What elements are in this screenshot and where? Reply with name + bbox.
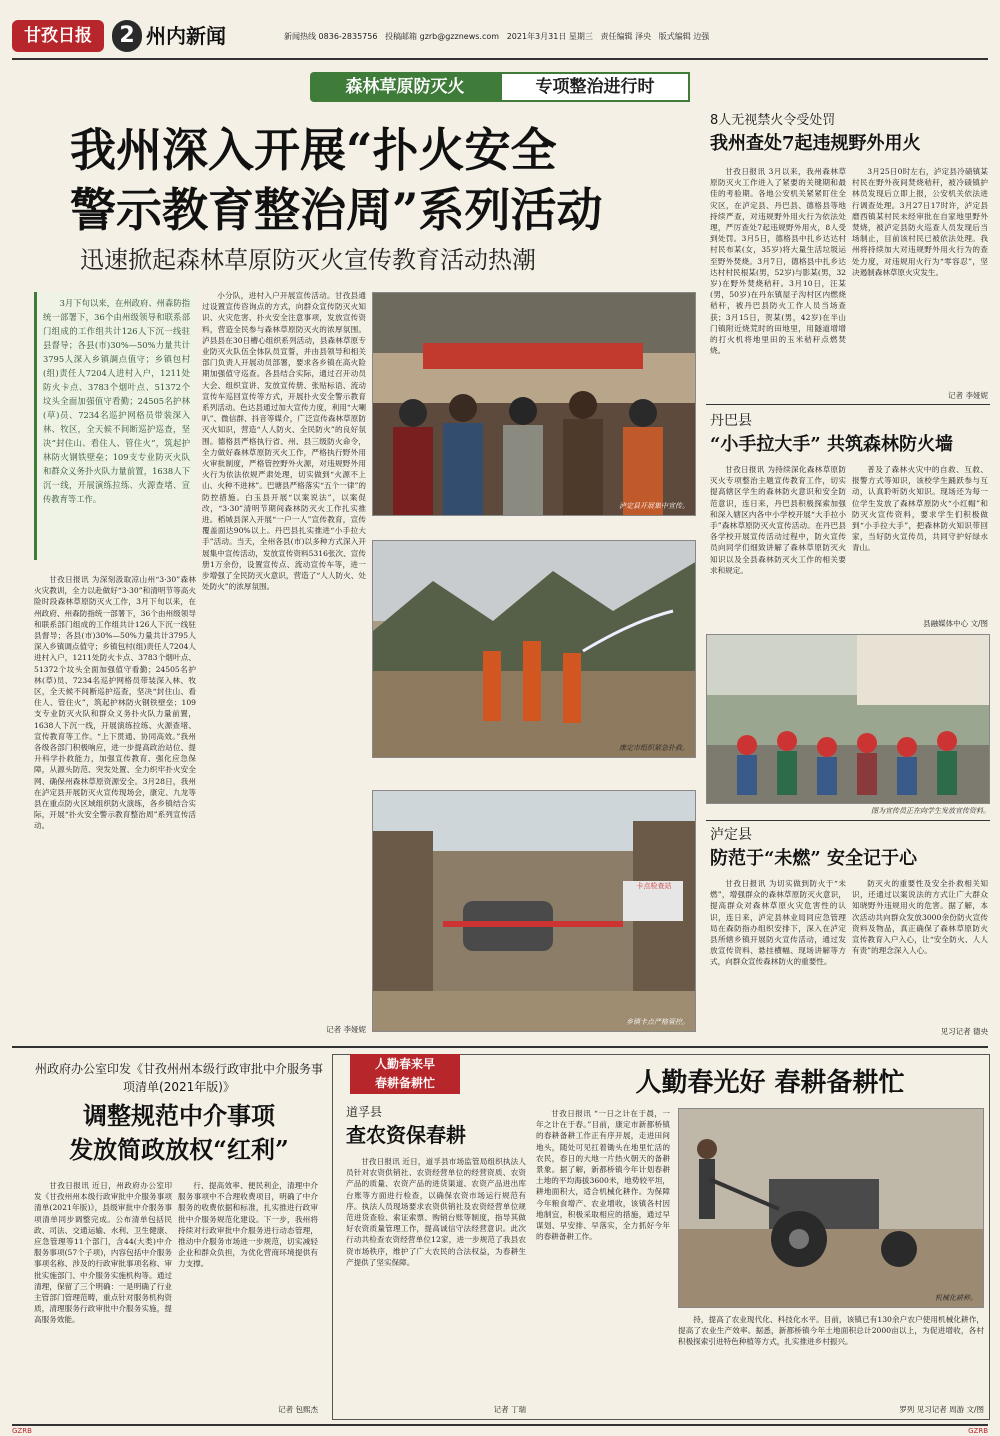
photo-tractor-caption: 机械化耕种。 (935, 1294, 977, 1302)
right2-title: “小手拉大手” 共筑森林防火墙 (710, 434, 953, 455)
footer-rule (12, 1424, 988, 1426)
lead-body-col2: 小分队，进村入户开展宣传活动。甘孜县通过设置宣传咨询点的方式，向群众宣传防灭火知识、火灾危害、扑火安全注意事项，发放宣传资料，营造全民参与森林草原防灭火的浓厚氛围。泸县县在30日槽心组织系列活动，县森林草原专业防灭火队伍全体队员宣誓，并由县领导和相关部门负责人开展动员部署，要求各乡镇在高火险期加强值守巡查。各县结合实际，通过召开动员大会、组织宣讲、发放宣传册、张贴标语、流动宣传车巡回宣传等方式，开展扑火安全警示教育系列活动。色达县通过加大宣传力度，利用“大喇叭”、微信群、抖音等媒介，广泛宣传森林草原防灭火知识，营造“人人防火、全民防火”的良好氛围。德格县严格执行省、州、县三级防火命令，全力做好森林草原防灭火工作，严格执行野外用火审批制度，严格管控野外火源，对违规野外用火行为依法依规严肃处理，切实做到“火源不上山、火种不进林”。巴塘县严格落实“五个一律”的防控措施。白玉县开展“以案说法”，以案促改，“3·30”清明节期间森林防灭火工作扎实推进。稻城县深入开展“一户一人”宣传教育，宣传覆盖面达90%以上。丹巴县扎实推进“小手拉大手”活动。当天，全州各县(市)以多种方式深入开展集中宣传活动，发放宣传资料5316张次、宣传册1万余份，设置宣传点、流动宣传车等，进一步增强了全民防灭火意识，营造了“人人防火、处处防火”的浓厚氛围。 (202, 291, 366, 592)
right3-byline: 见习记者 德央 (940, 1027, 988, 1036)
section-title: 州内新闻 (146, 24, 226, 48)
right1-rule (706, 404, 990, 405)
photo-kangding-firefight (372, 540, 696, 758)
right3-title: 防范于“未燃” 安全记于心 (710, 848, 917, 869)
banner-white: 专项整治进行时 (500, 72, 690, 102)
email-label: 投稿邮箱 (385, 32, 418, 41)
photo-luding-crowd (372, 292, 696, 516)
spring-main-byline: 罗列 见习记者 周游 文/图 (899, 1405, 984, 1414)
right2-byline: 县融媒体中心 文/图 (923, 619, 988, 628)
editor-name: 泽央 (635, 32, 652, 41)
right1-col2: 3月25日0时左右，泸定县冷碛镇某村民在野外夜间焚烧秸秆，被冷碛镇护林员发现后立即上报，公安机关依法进行调查处理。3月27日17时许，泸定县磨西镇某村民未经审批在自家地里野外焚烧，被泸定县防火巡查人员发现后当场制止，目前该村民已被依法处理。我州将持续加大对违规野外用火行为的查处力度，对违规用火行为“零容忍”，坚决遏制森林草原火灾发生。 (852, 167, 988, 277)
right1-byline: 记者 李娅妮 (948, 391, 988, 400)
spring-sub-kicker: 道孚县 (346, 1105, 383, 1119)
lead-title-line2: 警示教育整治周”系列活动 (70, 183, 603, 237)
issue-date: 2021年3月31日 (506, 32, 567, 41)
spring-tag-line1: 人勤春来早 (374, 1057, 435, 1071)
photo-luding-crowd-graphic (373, 293, 696, 516)
lead-summary: 3月下旬以来，在州政府、州森防指统一部署下，36个由州级领导和联系部门组成的工作组共计126人下沉一线驻县督导；各县(市)30%—50%力量共计3795人深入乡镇調点值守；乡镇包村(组)责任人7204人进村入户，1211处防火卡点、3783个烟叶点、51372个坟头全面加强值守看勤；24505名护林(草)员、7234名巡护网格员带装深入林、牧区，全天候不间断巡护巡查，坚决“封住山、看住人、管住火”，筑起护林防火钢铁壁垒；109支专业防灭火队和群众义务扑火队力量前置，1638人下沉一线，开展演练拉练、火源查堵、宣传教育等工作。 (43, 298, 190, 504)
page-number: 2 (112, 20, 142, 52)
issue-weekday: 星期三 (568, 32, 593, 41)
bottom-left-title2: 发放简政放权“红利” (69, 1135, 289, 1164)
banner-green: 森林草原防灭火 (310, 72, 500, 102)
right1-kicker: 8人无视禁火令受处罚 (710, 113, 836, 128)
lead-byline: 记者 李娅妮 (326, 1025, 366, 1034)
photo-danba-graphic (707, 635, 990, 804)
footer-code-right: GZRB (968, 1427, 988, 1435)
right3-col2: 防灭火的重要性及安全扑救相关知识，还通过以案说法的方式让广大群众知晓野外违规用火的危害。据了解，本次活动共向群众发放3000余份防火宣传资料及物品，真正确保了森林草原防火宣传教育入户入心，让“安全防火、人人有责”的理念深入人心。 (852, 879, 988, 956)
topic-banner (310, 72, 690, 102)
spring-title: 人勤春光好 春耕备耕忙 (635, 1068, 905, 1098)
photo-kangding-caption: 康定市组织紧急扑救。 (619, 744, 689, 752)
bottom-left-col2: 行、提高效率、便民利企，清理中介服务事项中不合理收费项目，明确了中介服务的收费依据和标准，扎实推进行政审批中介服务规范化建设。下一步，我州将持续对行政审批中介服务进行动态管理，推动中介服务市场进一步规范，切实减轻企业和群众负担，为优化营商环境提供有力支撑。 (178, 1181, 318, 1269)
right1-col1: 甘孜日报讯 3月以来，我州森林草原防灭火工作进入了紧要的关键期和最佳的考验期。各地公安机关紧紧盯住全灾区，在泸定县、丹巴县、德格县等地持续严查，对违规野外用火行为依法处理，严厉查处7起违规野外用火，8人受到处罚。3月5日，德格县中扎乡达达村村民布某(女，35岁)将大量生活垃圾运至野外焚烧。3月7日，德格县中扎乡达达村村民根某(男，52岁)与影某(男，32岁)在野外焚烧秸秆。3月10日，汪某(男，50岁)在丹东镇屋子沟村区内燃烧秸秆，被丹巴县防火工作人员当场查获；3月15日，贺某(男，42岁)在半山门镇附近烧荒时的田地里，用隧道增增的打火机将地里田的玉米秸秆点燃焚烧。 (710, 167, 846, 356)
right2-col2: 普及了森林火灾中的自救、互救、报警方式等知识，该校学生踊跃参与互动，认真聆听防火知识。现场还为每一位学生发放了森林草原防火“小红帽”和防灭火宣传资料，要求学生们积极做到“小手拉大手”，把森林防火知识带回家，当好防火宣传员，共同守护好绿水青山。 (852, 465, 988, 553)
photo-tractor (678, 1108, 984, 1308)
masthead-info (284, 30, 984, 44)
right2-rule (706, 820, 990, 821)
photo-danba-students (706, 634, 990, 804)
right3-col1: 甘孜日报讯 为切实做到防火于“未燃”，增强群众的森林草原防灭火意识，提高群众对森林草原火灾危害性的认识，连日来，泸定县林业局同应急管理局在森防指办组织安排下，深入在泸定县所辖乡镇开展防火宣传活动，通过发放宣传资料、悬挂横幅、现场讲解等方式，向群众宣传森林防火的重要性。 (710, 879, 846, 967)
right1-title: 我州查处7起违规野外用火 (710, 133, 921, 154)
photo-tractor-graphic (679, 1109, 984, 1308)
masthead (12, 20, 988, 54)
lead-summary-box (34, 292, 196, 560)
paper-logo: 甘孜日报 (12, 20, 104, 52)
spring-tag-line2: 春耕备耕忙 (374, 1076, 435, 1090)
bottom-left-title1: 调整规范中介事项 (83, 1101, 275, 1130)
lead-title-line1: 我州深入开展“扑火安全 (70, 123, 557, 177)
layout-editor-label: 版式编辑 (658, 32, 691, 41)
spring-main-col2: 持，提高了农业现代化、科技化水平。目前，该镇已有130余户农户使用机械化耕作，提高了农业生产效率。据悉，新都桥镇今年土地面积总计2000亩以上，为促进增收，各村积极探索引进特色种植等方式，扎实推进乡村振兴。 (678, 1315, 984, 1347)
right3-kicker: 泸定县 (710, 827, 752, 843)
email-value: gzrb@gzznews.com (419, 32, 500, 41)
spring-sub-col: 甘孜日报讯 近日，道孚县市场监管局组织执法人员针对农资供销社、农资经营单位的经营资质、农资产品的质量、农资产品的进货渠道、农资产品进出库台账等方面进行检查，以确保农资市场运行规范有序。执法人员现场要求农资供销社及农资经营单位规范进货查验、索证索票、购销台账等制度，指导其做好农资质量管理工作，提高诚信守法经营意识。此次行动共检查农资经营单位12家，进一步规范了我县农资市场秩序，维护了广大农民的合法权益，为春耕生产提供了坚实保障。 (346, 1157, 526, 1267)
photo-danba-caption: 图为宣传员正在向学生发放宣传资料。 (871, 807, 990, 815)
photo-checkpoint-caption: 乡镇卡点严格管控。 (626, 1018, 689, 1026)
spring-tag (350, 1054, 460, 1094)
checkpoint-sign: 卡点检查站 (636, 882, 672, 890)
photo-checkpoint (372, 790, 696, 1032)
hotline-value: 0836-2835756 (318, 32, 378, 41)
photo-kangding-graphic (373, 541, 696, 758)
bottom-left-byline: 记者 包熙杰 (278, 1405, 318, 1414)
bottom-left-col1: 甘孜日报讯 近日，州政府办公室印发《甘孜州州本级行政审批中介服务事项清单(2021年版)》，县级审批中介服务事项清单同步调整完成。公布清单包括民政、司法、交通运输、水利、卫生健康、应急管理等11个部门，含44(大类)中介服务事项(57个子项)，内容包括中介服务事项名称、涉及的行政审批事项名称、审批实施部门、中介服务实施机构等。通过清理，保留了三个明确：一是明确了行业主管部门管理范畴，重点针对服务机构资质，清理服务行政审批中介服务实施，提高服务效能。 (34, 1181, 172, 1325)
hotline-label: 新闻热线 (284, 32, 316, 41)
right2-col1: 甘孜日报讯 为持续深化森林草原防灭火专项整治主题宣传教育工作，切实提高辖区学生的森林防火意识和安全防范意识，连日来，丹巴县积极探索加强和深入辖区内各中小学校开展“大手拉小手”森林草原防灭火宣传活动。在丹巴县各学校开展宣传活动过程中，防火宣传员向同学们细致讲解了森林草原防灭火知识以及全县森林防灭火工作的相关要求和规定。 (710, 465, 846, 575)
layout-editor-name: 边强 (693, 32, 710, 41)
masthead-rule (12, 58, 988, 60)
editor-label: 责任编辑 (600, 32, 633, 41)
photo-checkpoint-graphic (373, 791, 696, 1032)
lead-subtitle: 迅速掀起森林草原防灭火宣传教育活动热潮 (80, 246, 536, 274)
footer-code-left: GZRB (12, 1427, 32, 1435)
spring-sub-byline: 记者 丁瑞 (493, 1405, 526, 1414)
lead-body-col1: 甘孜日报讯 为深刻汲取凉山州“3·30”森林火灾教训，全力以赴做好“3·30”和清明节等高火险时段森林草原防灭火工作，3月下旬以来，在州政府、州森防指统一部署下，36个由州级领导和联系部门组成的工作组共计126人下沉一线驻县督导；各县(市)30%—50%力量共计3795人深入乡镇调点值守；乡镇包村(组)责任人7204人进村入户，1211处防火卡点、3783个烟叶点、51372个坟头全面加强值守看勤；24505名护林(草)员、7234名巡护网格员带装深入林、牧区，全天候不间断巡护巡查，坚决“封住山、看住人、管住火”，筑起护林防火钢铁壁垒；109支专业防灭火队和群众义务扑火队力量前置，1638人下沉一线，开展演练拉练、火源查堵、宣传教育等工作。“上下贯通、协同高效。”我州各级各部门积极响应，进一步提高政治站位、提升科学扑救能力，加强宣传教育、强化应急保障，从源头防范、突发处置、全力织牢扑火安全网、确保州森林草原资源安全。3月28日，我州在泸定县开展防灭火宣传现场会，康定、九龙等县在重点防火区域组织防火演练，各乡镇结合实际，开展“扑火安全警示教育整治周”系列宣传活动。 (34, 575, 196, 831)
spring-sub-title: 查农资保春耕 (346, 1123, 466, 1147)
right2-kicker: 丹巴县 (710, 413, 752, 429)
photo-luding-caption: 泸定县开展集中宣传。 (619, 502, 689, 510)
bottom-left-kicker: 州政府办公室印发《甘孜州州本级行政审批中介服务事项清单(2021年版)》 (34, 1062, 323, 1094)
spring-main-col: 甘孜日报讯 “一日之计在于晨，一年之计在于春。”目前，康定市新都桥镇的春耕备耕工作正有序开展，走进田间地头，随处可见扛着锄头在地里忙活的农民，春日的大地一片热火朝天的备耕景象。据了解，新都桥镇今年计划春耕土地的平均海拔3600米，地势较平坦，耕地面积大，适合机械化耕作。为保障今年粮食增产、农业增收，该镇各村因地制宜，积极采取相应的措施，通过早谋划、早安排、早落实，全力抓好今年的春耕备耕工作。 (536, 1109, 670, 1242)
section-rule (12, 1046, 988, 1048)
